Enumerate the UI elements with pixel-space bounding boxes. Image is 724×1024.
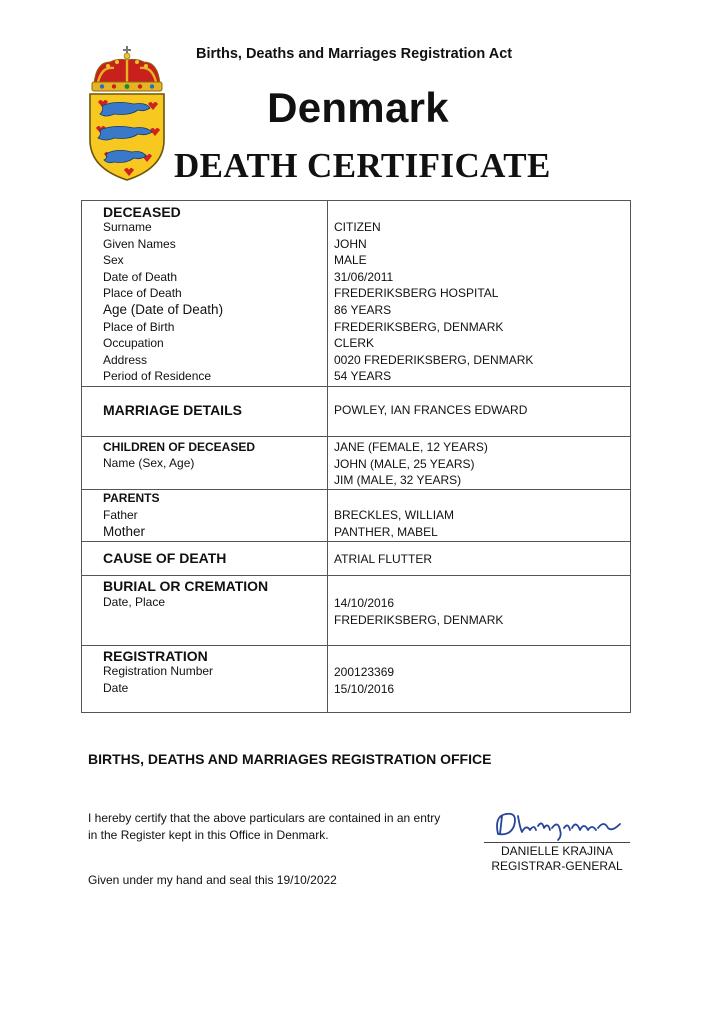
- field-value-occupation: CLERK: [334, 336, 375, 351]
- section-heading-cause-of-death: CAUSE OF DEATH: [103, 550, 227, 566]
- certification-statement: [88, 810, 440, 843]
- coat-of-arms-emblem: [84, 44, 170, 182]
- father-label: Father: [103, 508, 138, 522]
- field-value-age: 86 YEARS: [334, 303, 392, 317]
- section-heading-burial: BURIAL OR CREMATION: [103, 578, 269, 594]
- country-title: Denmark: [267, 84, 449, 131]
- field-value-period-of-residence: 54 YEARS: [334, 369, 392, 384]
- registration-number-label: Registration Number: [103, 664, 214, 678]
- field-label-given-names: Given Names: [103, 236, 176, 251]
- burial-place-value: FREDERIKSBERG, DENMARK: [334, 612, 504, 627]
- child-value: JIM (MALE, 32 YEARS): [334, 473, 462, 488]
- registrar-name: DANIELLE KRAJINA: [500, 844, 614, 858]
- document-title: DEATH CERTIFICATE: [174, 146, 551, 185]
- registrar-title: REGISTRAR-GENERAL: [491, 859, 623, 873]
- field-label-period-of-residence: Period of Residence: [103, 369, 212, 384]
- father-value: BRECKLES, WILLIAM: [334, 508, 455, 522]
- field-label-surname: Surname: [103, 220, 152, 234]
- registrar-signature: [488, 806, 628, 846]
- field-value-address: 0020 FREDERIKSBERG, DENMARK: [334, 352, 534, 367]
- certify-line: in the Register kept in this Office in Denmark.: [88, 827, 329, 842]
- child-value: JOHN (MALE, 25 YEARS): [334, 456, 475, 471]
- section-heading-marriage: MARRIAGE DETAILS: [103, 402, 242, 418]
- field-value-place-of-birth: FREDERIKSBERG, DENMARK: [334, 319, 504, 334]
- crown-icon: [92, 46, 162, 91]
- act-title: Births, Deaths and Marriages Registration Act: [196, 46, 513, 62]
- field-label-age: Age (Date of Death): [103, 302, 224, 317]
- registration-number-value: 200123369: [334, 665, 395, 679]
- field-label-place-of-death: Place of Death: [103, 286, 182, 301]
- field-label-occupation: Occupation: [103, 336, 164, 351]
- field-value-given-names: JOHN: [334, 236, 367, 251]
- field-value-surname: CITIZEN: [334, 220, 381, 234]
- cause-value: ATRIAL FLUTTER: [334, 552, 433, 566]
- signature-line: [484, 842, 630, 843]
- marriage-value: POWLEY, IAN FRANCES EDWARD: [334, 403, 528, 417]
- section-heading-registration: REGISTRATION: [103, 648, 208, 664]
- certificate-table: [81, 200, 631, 713]
- certify-line: I hereby certify that the above particulars are contained in an entry: [88, 811, 441, 825]
- mother-label: Mother: [103, 523, 146, 539]
- registration-office-title: BIRTHS, DEATHS AND MARRIAGES REGISTRATION OFFICE: [88, 751, 492, 767]
- children-label: Name (Sex, Age): [103, 456, 195, 470]
- field-value-sex: MALE: [334, 253, 367, 268]
- field-label-date-of-death: Date of Death: [103, 269, 178, 284]
- section-heading-children: CHILDREN OF DECEASED: [103, 440, 256, 454]
- registration-date-label: Date: [103, 681, 129, 695]
- field-value-place-of-death: FREDERIKSBERG HOSPITAL: [334, 286, 499, 301]
- registration-date-value: 15/10/2016: [334, 681, 395, 696]
- section-heading-parents: PARENTS: [103, 491, 160, 505]
- field-label-address: Address: [103, 352, 148, 367]
- field-label-place-of-birth: Place of Birth: [103, 319, 175, 334]
- field-value-date-of-death: 31/06/2011: [334, 269, 394, 284]
- child-value: JANE (FEMALE, 12 YEARS): [334, 440, 488, 454]
- given-under-seal-text: Given under my hand and seal this 19/10/2022: [88, 873, 337, 887]
- section-heading-deceased: DECEASED: [103, 204, 181, 220]
- burial-label: Date, Place: [103, 595, 166, 609]
- shield-icon: [90, 94, 164, 180]
- burial-date-value: 14/10/2016: [334, 596, 395, 610]
- field-label-sex: Sex: [103, 253, 124, 268]
- mother-value: PANTHER, MABEL: [334, 524, 438, 539]
